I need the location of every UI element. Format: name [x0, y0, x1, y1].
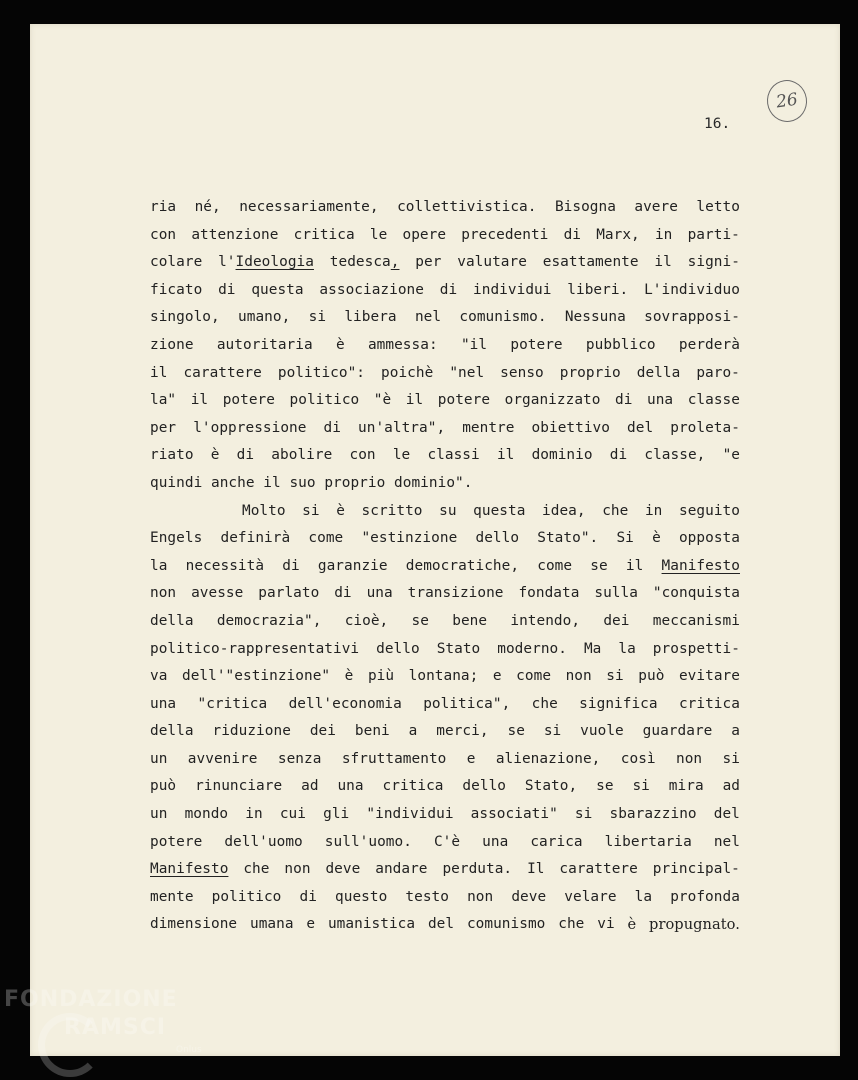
word: "e [722, 447, 740, 464]
text-line [150, 498, 740, 526]
word: in [644, 502, 663, 519]
word: come [516, 668, 552, 685]
word: le [392, 447, 411, 464]
word: prospetti- [652, 640, 740, 657]
word: mondo [184, 806, 229, 823]
word: nel [713, 833, 740, 850]
word: l'Ideologia [218, 254, 314, 271]
word: ammessa: [367, 336, 438, 353]
word: sbarazzino [609, 806, 697, 823]
word: il [150, 364, 168, 381]
word: si [574, 806, 593, 823]
word: zione [150, 336, 194, 353]
word: ria [150, 199, 177, 215]
word: dominio [531, 447, 593, 464]
word: va [150, 668, 168, 685]
word: associazione [319, 281, 424, 298]
word: una [647, 392, 674, 409]
word: Ma [583, 640, 602, 657]
word: umana [249, 916, 294, 933]
text-line [150, 415, 740, 443]
word: carica [530, 833, 583, 850]
word: dello [376, 640, 420, 657]
word: sovrapposi- [644, 309, 740, 326]
word: umano, [238, 309, 291, 326]
word: collettivistica. [397, 199, 537, 215]
word: idea, [542, 502, 586, 519]
text-line [150, 718, 740, 746]
word: dell'uomo [224, 833, 303, 850]
word: il [654, 254, 672, 271]
word: politico [211, 888, 282, 905]
word: si [632, 778, 650, 795]
word: è [344, 668, 354, 685]
word: in [245, 806, 263, 823]
word: lontana; [408, 668, 479, 685]
word: il [190, 392, 209, 409]
word: necessità [185, 557, 265, 574]
word: della [636, 364, 681, 381]
word: la" [150, 392, 177, 409]
word: scritto [361, 502, 423, 519]
word: deve [511, 888, 547, 905]
text-line [150, 442, 740, 470]
word: dei [309, 723, 336, 740]
word: la [618, 640, 636, 657]
word: deve [325, 861, 361, 878]
word: vi [597, 916, 615, 933]
word: dominio". [394, 474, 473, 491]
word: la [634, 888, 653, 905]
word: "il [460, 336, 488, 353]
word: avesse [191, 585, 244, 602]
word: pubblico [585, 336, 656, 353]
word: liberi. [567, 281, 629, 298]
word: questa [473, 502, 526, 519]
word: sull'uomo. [324, 833, 412, 850]
word: opposta [678, 530, 740, 547]
word: democratiche, [405, 557, 520, 574]
word: autoritaria [216, 336, 313, 353]
word: precedenti [461, 226, 549, 243]
word: senza [277, 750, 322, 767]
word: Manifesto [661, 557, 740, 574]
word: meccanismi [652, 612, 740, 629]
word: di [563, 226, 582, 243]
word: non [284, 861, 311, 878]
word: il [263, 474, 290, 491]
word: propugnato. [649, 916, 740, 934]
word: si [308, 309, 327, 326]
word: del [713, 806, 740, 823]
word: proprio [324, 474, 395, 491]
word: le [369, 226, 388, 243]
word: classe, [644, 447, 706, 464]
word: un [150, 806, 168, 823]
word: quindi [150, 474, 211, 491]
word: si [302, 502, 320, 519]
word: cioè, [344, 612, 389, 629]
word: riduzione [212, 723, 291, 740]
word: abolire [271, 447, 333, 464]
text-line [150, 911, 740, 939]
word: perderà [678, 336, 740, 353]
text-line [150, 304, 740, 332]
word: se [590, 557, 608, 574]
word: opere [402, 226, 447, 243]
word: se [507, 723, 525, 740]
text-line [150, 801, 740, 829]
word: comunismo [466, 916, 546, 933]
document-page [30, 24, 840, 1056]
word: politica", [423, 695, 511, 712]
text-line [150, 856, 740, 884]
word: garanzie [317, 557, 388, 574]
word: più [367, 668, 395, 685]
word: non [150, 585, 177, 602]
word: poichè [381, 364, 434, 381]
word: individui [473, 281, 552, 298]
word: può [638, 668, 665, 685]
text-line [150, 608, 740, 636]
word: si [722, 750, 740, 767]
word: andare [375, 861, 428, 878]
word: vuole [580, 723, 624, 740]
word: un [150, 750, 168, 767]
text-line [150, 277, 740, 305]
word: avvenire [187, 750, 258, 767]
text-line [150, 636, 740, 664]
word: è [627, 916, 637, 934]
word: evitare [678, 668, 740, 685]
word: merci, [436, 723, 489, 740]
word: Manifesto [150, 861, 229, 878]
word: "critica [197, 695, 268, 712]
word: dimensione [150, 916, 238, 933]
word: carattere [559, 861, 638, 878]
text-line [150, 663, 740, 691]
word: il [405, 392, 424, 409]
word: Engels [150, 530, 203, 547]
text-line [150, 773, 740, 801]
word: C'è [433, 833, 461, 850]
word: "è [373, 392, 392, 409]
word: gli [323, 806, 350, 823]
word: su [439, 502, 457, 519]
text-line [150, 884, 740, 912]
word: l'oppressione [193, 419, 307, 436]
word: esattamente [542, 254, 639, 271]
word: organizzato [504, 392, 601, 409]
word: beni [354, 723, 390, 740]
word: a [408, 723, 418, 740]
word: critica [382, 778, 444, 795]
word: è [210, 447, 220, 464]
word: libera [344, 309, 397, 326]
word: politico-rappresentativi [150, 640, 360, 657]
word: "nel [449, 364, 485, 381]
word: paro- [696, 364, 740, 381]
word: un'altra", [358, 419, 446, 436]
word: che [558, 916, 585, 933]
word: fondata [518, 585, 580, 602]
word: Molto [242, 502, 286, 519]
word: rinunciare [195, 778, 283, 795]
word: parlato [258, 585, 320, 602]
page-number: 16. [704, 116, 731, 132]
word: una [150, 695, 177, 712]
word: Marx, [596, 226, 640, 243]
word: classi [427, 447, 480, 464]
word: nel [414, 309, 442, 326]
word: non [467, 888, 494, 905]
word: di [615, 392, 633, 409]
word: così [620, 750, 656, 767]
word: in [654, 226, 673, 243]
word: critica [678, 695, 740, 712]
word: mira [668, 778, 704, 795]
word: Stato, [524, 778, 578, 795]
word: e [306, 916, 316, 933]
word: della [150, 612, 194, 629]
word: mente [150, 888, 194, 905]
word: Stato". [537, 530, 599, 547]
word: proleta- [670, 419, 740, 436]
word: Stato [436, 640, 481, 657]
word: di [323, 419, 341, 436]
word: è [336, 502, 345, 519]
word: bene [452, 612, 488, 629]
text-line [150, 332, 740, 360]
word: potere [150, 833, 203, 850]
word: definirà [220, 530, 291, 547]
text-line [150, 829, 740, 857]
word: una [482, 833, 509, 850]
word: sulla [594, 585, 638, 602]
word: la [150, 557, 168, 574]
word: alienazione, [495, 750, 601, 767]
text-line [150, 746, 740, 774]
word: di [334, 585, 352, 602]
word: parti- [687, 226, 740, 243]
word: dei [603, 612, 630, 629]
word: Il [527, 861, 545, 878]
text-line [150, 470, 740, 498]
word: del [627, 419, 654, 436]
word: perduta. [442, 861, 513, 878]
text-line [150, 222, 740, 250]
word: dello [475, 530, 520, 547]
word: sfruttamento [341, 750, 447, 767]
word: dello [462, 778, 506, 795]
word: di [218, 281, 236, 298]
text-line [150, 580, 740, 608]
word: come [537, 557, 573, 574]
word: Nessuna [564, 309, 626, 326]
word: critica [293, 226, 355, 243]
word: con [349, 447, 376, 464]
word: a [731, 723, 740, 740]
archive-number-stamp: 26 [764, 77, 809, 124]
word: questa [251, 281, 304, 298]
word: che [531, 695, 558, 712]
watermark-sub: Onlus [176, 1045, 202, 1055]
word: "individui [366, 806, 454, 823]
word: letto [696, 199, 740, 215]
word: di [236, 447, 255, 464]
word: libertaria [604, 833, 692, 850]
watermark-line-2: RAMSCI [64, 1015, 167, 1040]
word: proprio [559, 364, 621, 381]
word: ad [722, 778, 740, 795]
word: mentre [462, 419, 515, 436]
word: questo [335, 888, 388, 905]
word: né, [194, 199, 221, 215]
word: che [243, 861, 270, 878]
word: può [150, 778, 177, 795]
word: testo [405, 888, 449, 905]
word: di [439, 281, 458, 298]
word: valutare [457, 254, 527, 271]
word: seguito [678, 502, 740, 519]
word: della [150, 723, 194, 740]
word: è [652, 530, 661, 547]
word: "conquista [652, 585, 740, 602]
word: il [496, 447, 515, 464]
word: associati" [470, 806, 558, 823]
word: per [415, 254, 442, 271]
word: colare [150, 254, 203, 271]
word: transizione [407, 585, 504, 602]
word: potere [222, 392, 275, 409]
word: potere [437, 392, 491, 409]
word: democrazia", [216, 612, 322, 629]
word: se [411, 612, 429, 629]
text-line [150, 553, 740, 581]
word: Bisogna [554, 199, 616, 215]
word: potere [510, 336, 563, 353]
word: di [282, 557, 300, 574]
word: umanistica [327, 916, 416, 933]
word: se [596, 778, 614, 795]
word: obiettivo [531, 419, 610, 436]
text-line [150, 249, 740, 277]
text-line [150, 691, 740, 719]
word: moderno. [497, 640, 567, 657]
word: e [466, 750, 476, 767]
word: avere [634, 199, 678, 215]
word: singolo, [150, 309, 220, 326]
word: velare [564, 888, 617, 905]
word: di [299, 888, 317, 905]
word: L'individuo [644, 281, 740, 298]
word: carattere [183, 364, 262, 381]
word: una [366, 585, 393, 602]
word: suo [289, 474, 325, 491]
word: cui [279, 806, 306, 823]
word: una [337, 778, 364, 795]
word: politico [289, 392, 360, 409]
word: è [335, 336, 345, 353]
word: con [150, 226, 177, 243]
word: classe [687, 392, 740, 409]
word: signi- [687, 254, 740, 271]
word: comunismo. [459, 309, 547, 326]
archive-watermark-logo [4, 985, 224, 1075]
word: intendo, [510, 612, 581, 629]
word: ad [301, 778, 319, 795]
word: non [675, 750, 703, 767]
text-line [150, 360, 740, 388]
word: anche [211, 474, 264, 491]
word: si [543, 723, 562, 740]
word: guardare [642, 723, 713, 740]
word: principal- [652, 861, 740, 878]
word: non [565, 668, 592, 685]
word: Si [616, 530, 634, 547]
word: il [625, 557, 644, 574]
word: e [492, 668, 502, 685]
word: dell'"estinzione" [181, 668, 331, 685]
word: si [606, 668, 624, 685]
word: come [308, 530, 344, 547]
word: ficato [150, 281, 203, 298]
word: attenzione [191, 226, 279, 243]
text-line [150, 194, 740, 222]
word: che [602, 502, 629, 519]
text-line [150, 525, 740, 553]
watermark-line-1: FONDAZIONE [4, 987, 178, 1012]
word: per [150, 419, 177, 436]
word: significa [579, 695, 658, 712]
word: politico": [277, 364, 366, 381]
text-line [150, 387, 740, 415]
word: tedesca, [329, 254, 400, 271]
word: "estinzione [361, 530, 458, 547]
word: del [427, 916, 455, 933]
word: di [609, 447, 628, 464]
word: dell'economia [288, 695, 402, 712]
word: riato [150, 447, 194, 464]
typed-body-text [150, 194, 740, 939]
word: necessariamente, [239, 199, 379, 215]
word: profonda [670, 888, 740, 905]
word: senso [500, 364, 544, 381]
